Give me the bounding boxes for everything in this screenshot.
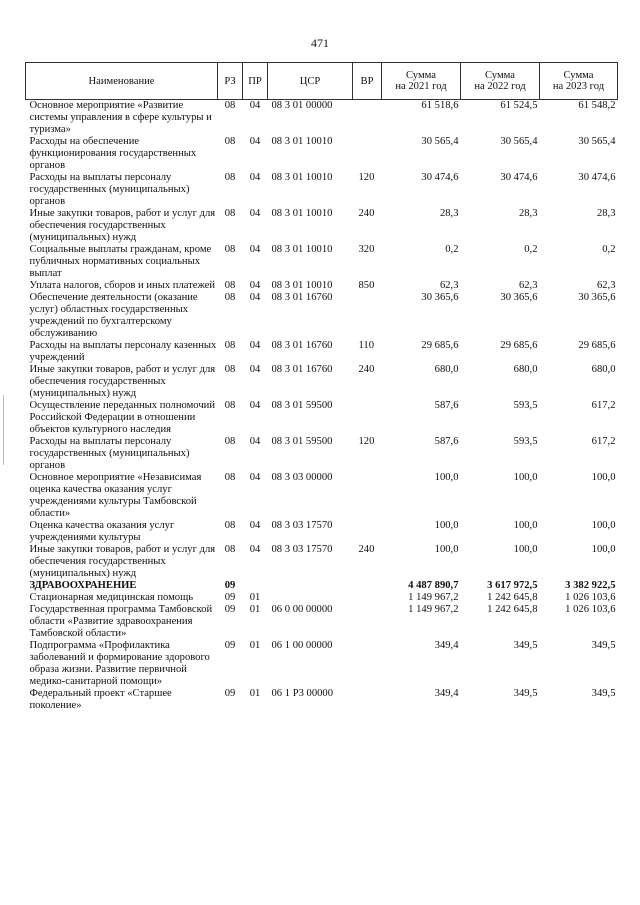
row-vr <box>353 400 382 436</box>
row-vr <box>353 100 382 137</box>
row-sum-2022: 62,3 <box>518 280 538 291</box>
row-rz: 08 <box>224 172 236 183</box>
row-pr: 01 <box>249 640 261 651</box>
row-sum-2023: 100,0 <box>591 520 616 531</box>
row-sum-2022: 100,0 <box>513 520 538 531</box>
row-name: Расходы на выплаты персоналу казенных учреждений <box>29 340 217 363</box>
row-rz: 09 <box>224 604 236 615</box>
row-csr: 08 3 01 10010 <box>271 280 333 291</box>
table-row <box>26 472 618 520</box>
row-rz: 08 <box>224 136 236 147</box>
row-sum-2021: 29 685,6 <box>421 340 459 351</box>
row-sum-2021: 62,3 <box>439 280 459 291</box>
row-rz: 09 <box>224 592 236 603</box>
row-vr: 120 <box>358 436 375 447</box>
row-sum-2022: 1 242 645,8 <box>487 604 538 615</box>
row-rz: 08 <box>224 436 236 447</box>
row-sum-2022: 1 242 645,8 <box>487 592 538 603</box>
row-sum-2021: 587,6 <box>434 436 459 447</box>
row-sum-2022: 29 685,6 <box>500 340 538 351</box>
table-row <box>26 604 618 640</box>
row-sum-2023: 680,0 <box>591 364 616 375</box>
row-rz: 08 <box>224 472 236 483</box>
row-csr <box>268 592 353 604</box>
row-sum-2023: 349,5 <box>591 640 616 651</box>
row-name: Подпрограмма «Профилактика заболеваний и формирование здорового образа жизни. Развитие первичной медико-санитарной помощи» <box>29 640 210 687</box>
row-sum-2022: 30 565,4 <box>500 136 538 147</box>
row-sum-2022: 0,2 <box>524 244 538 255</box>
row-pr: 04 <box>249 520 261 531</box>
row-csr: 06 1 00 00000 <box>271 640 333 651</box>
table-row <box>26 592 618 604</box>
scan-edge-mark <box>3 395 4 465</box>
row-pr: 04 <box>249 208 261 219</box>
row-pr: 01 <box>249 604 261 615</box>
row-pr: 04 <box>249 364 261 375</box>
row-sum-2023: 28,3 <box>596 208 616 219</box>
row-rz: 08 <box>224 100 236 111</box>
row-csr: 08 3 03 00000 <box>271 472 333 483</box>
header-pr: ПР <box>243 63 268 100</box>
row-name: Государственная программа Тамбовской области «Развитие здравоохранения Тамбовской области» <box>29 604 213 639</box>
row-pr: 04 <box>249 400 261 411</box>
table-row <box>26 688 618 712</box>
header-csr: ЦСР <box>268 63 353 100</box>
row-name: Иные закупки товаров, работ и услуг для обеспечения государственных (муниципальных) нужд <box>29 208 216 243</box>
row-pr: 04 <box>249 100 261 111</box>
row-vr: 240 <box>358 208 375 219</box>
table-row <box>26 244 618 280</box>
table-row <box>26 520 618 544</box>
row-vr: 320 <box>358 244 375 255</box>
row-csr: 08 3 03 17570 <box>271 520 333 531</box>
row-pr: 04 <box>249 436 261 447</box>
row-csr <box>268 580 353 592</box>
row-name: Федеральный проект «Старшее поколение» <box>29 688 172 711</box>
row-name: Расходы на обеспечение функционирования государственных органов <box>29 136 197 171</box>
row-vr <box>353 292 382 340</box>
row-rz: 08 <box>224 544 236 555</box>
table-row <box>26 544 618 580</box>
row-sum-2022: 30 365,6 <box>500 292 538 303</box>
header-rz: РЗ <box>218 63 243 100</box>
header-name: Наименование <box>26 63 218 100</box>
row-sum-2023: 30 474,6 <box>578 172 616 183</box>
header-sum-2023: Сумма на 2023 год <box>540 63 618 100</box>
row-name: Оценка качества оказания услуг учреждениями культуры <box>29 520 175 543</box>
row-sum-2021: 0,2 <box>445 244 459 255</box>
header-vr: ВР <box>353 63 382 100</box>
row-rz: 08 <box>224 340 236 351</box>
row-sum-2023: 29 685,6 <box>578 340 616 351</box>
row-sum-2021: 349,4 <box>434 640 459 651</box>
row-vr <box>353 136 382 172</box>
row-name: Социальные выплаты гражданам, кроме публичных нормативных социальных выплат <box>29 244 212 279</box>
table-row <box>26 400 618 436</box>
page-number: 471 <box>311 36 329 50</box>
row-sum-2022: 680,0 <box>513 364 538 375</box>
table-row <box>26 172 618 208</box>
row-rz: 08 <box>224 208 236 219</box>
row-csr: 08 3 01 59500 <box>271 400 333 411</box>
row-sum-2022: 30 474,6 <box>500 172 538 183</box>
row-sum-2022: 100,0 <box>513 544 538 555</box>
row-vr <box>353 520 382 544</box>
row-vr <box>353 592 382 604</box>
row-rz: 09 <box>224 580 236 591</box>
row-vr: 110 <box>358 340 374 351</box>
row-sum-2021: 100,0 <box>434 544 459 555</box>
table-row <box>26 280 618 292</box>
row-sum-2021: 1 149 967,2 <box>408 604 459 615</box>
row-sum-2023: 3 382 922,5 <box>565 580 616 591</box>
row-sum-2023: 1 026 103,6 <box>565 592 616 603</box>
row-rz: 08 <box>224 400 236 411</box>
row-csr: 08 3 01 00000 <box>271 100 333 111</box>
row-name: Основное мероприятие «Независимая оценка качества оказания услуг учреждениями культуры Тамбовской области» <box>29 472 202 519</box>
row-csr: 08 3 01 16760 <box>271 292 333 303</box>
row-sum-2021: 30 365,6 <box>421 292 459 303</box>
table-row <box>26 580 618 592</box>
row-pr <box>243 580 268 592</box>
row-csr: 08 3 01 16760 <box>271 364 333 375</box>
row-sum-2021: 100,0 <box>434 520 459 531</box>
row-rz: 08 <box>224 292 236 303</box>
table-row <box>26 100 618 137</box>
row-rz: 09 <box>224 688 236 699</box>
row-sum-2021: 4 487 890,7 <box>408 580 459 591</box>
row-vr: 120 <box>358 172 375 183</box>
row-sum-2023: 349,5 <box>591 688 616 699</box>
row-sum-2022: 100,0 <box>513 472 538 483</box>
row-sum-2021: 30 474,6 <box>421 172 459 183</box>
row-csr: 08 3 01 10010 <box>271 136 333 147</box>
header-sum-2021: Сумма на 2021 год <box>382 63 461 100</box>
row-pr: 01 <box>249 592 261 603</box>
row-name: ЗДРАВООХРАНЕНИЕ <box>29 580 137 591</box>
row-name: Обеспечение деятельности (оказание услуг) областных государственных учреждений по бухгалтерскому обслуживанию <box>29 292 198 339</box>
row-sum-2023: 100,0 <box>591 544 616 555</box>
row-sum-2021: 1 149 967,2 <box>408 592 459 603</box>
row-sum-2021: 28,3 <box>439 208 459 219</box>
row-csr: 08 3 01 16760 <box>271 340 333 351</box>
row-vr <box>353 640 382 688</box>
row-sum-2023: 617,2 <box>591 436 616 447</box>
row-pr: 04 <box>249 544 261 555</box>
table-row <box>26 364 618 400</box>
row-sum-2021: 30 565,4 <box>421 136 459 147</box>
row-rz: 08 <box>224 520 236 531</box>
row-sum-2023: 0,2 <box>602 244 616 255</box>
row-sum-2023: 100,0 <box>591 472 616 483</box>
row-name: Основное мероприятие «Развитие системы управления в сфере культуры и туризма» <box>29 100 212 135</box>
row-csr: 06 1 Р3 00000 <box>271 688 334 699</box>
table-header-row <box>26 63 618 100</box>
row-pr: 04 <box>249 244 261 255</box>
row-pr: 04 <box>249 172 261 183</box>
row-name: Стационарная медицинская помощь <box>29 592 194 603</box>
row-rz: 09 <box>224 640 236 651</box>
row-sum-2021: 680,0 <box>434 364 459 375</box>
row-sum-2022: 593,5 <box>513 436 538 447</box>
row-sum-2022: 61 524,5 <box>500 100 538 111</box>
row-sum-2022: 28,3 <box>518 208 538 219</box>
row-vr: 240 <box>358 364 375 375</box>
row-pr: 04 <box>249 136 261 147</box>
row-vr: 850 <box>358 280 375 291</box>
row-pr: 04 <box>249 340 261 351</box>
row-pr: 04 <box>249 292 261 303</box>
row-sum-2021: 349,4 <box>434 688 459 699</box>
row-vr <box>353 604 382 640</box>
row-sum-2022: 3 617 972,5 <box>487 580 538 591</box>
row-name: Уплата налогов, сборов и иных платежей <box>29 280 216 291</box>
row-sum-2023: 1 026 103,6 <box>565 604 616 615</box>
table-body <box>26 100 618 713</box>
table-row <box>26 640 618 688</box>
row-name: Осуществление переданных полномочий Российской Федерации в отношении объектов культурного наследия <box>29 400 215 435</box>
table-row <box>26 292 618 340</box>
row-csr: 08 3 03 17570 <box>271 544 333 555</box>
row-csr: 08 3 01 10010 <box>271 208 333 219</box>
table-row <box>26 340 618 364</box>
row-csr: 08 3 01 10010 <box>271 172 333 183</box>
row-pr: 04 <box>249 280 261 291</box>
row-sum-2022: 593,5 <box>513 400 538 411</box>
table-row <box>26 136 618 172</box>
row-pr: 04 <box>249 472 261 483</box>
row-csr: 08 3 01 59500 <box>271 436 333 447</box>
row-vr: 240 <box>358 544 375 555</box>
row-sum-2021: 587,6 <box>434 400 459 411</box>
row-sum-2021: 100,0 <box>434 472 459 483</box>
row-rz: 08 <box>224 364 236 375</box>
row-sum-2023: 61 548,2 <box>578 100 616 111</box>
row-vr <box>353 688 382 712</box>
row-sum-2022: 349,5 <box>513 688 538 699</box>
row-name: Расходы на выплаты персоналу государственных (муниципальных) органов <box>29 436 190 471</box>
row-name: Иные закупки товаров, работ и услуг для обеспечения государственных (муниципальных) нужд <box>29 544 216 579</box>
budget-table <box>25 62 618 712</box>
row-vr <box>353 472 382 520</box>
row-name: Расходы на выплаты персоналу государственных (муниципальных) органов <box>29 172 190 207</box>
row-sum-2022: 349,5 <box>513 640 538 651</box>
row-sum-2023: 62,3 <box>596 280 616 291</box>
row-rz: 08 <box>224 280 236 291</box>
row-rz: 08 <box>224 244 236 255</box>
row-csr: 06 0 00 00000 <box>271 604 333 615</box>
header-sum-2022: Сумма на 2022 год <box>461 63 540 100</box>
row-sum-2023: 30 565,4 <box>578 136 616 147</box>
table-row <box>26 208 618 244</box>
row-pr: 01 <box>249 688 261 699</box>
row-csr: 08 3 01 10010 <box>271 244 333 255</box>
row-sum-2021: 61 518,6 <box>421 100 459 111</box>
row-name: Иные закупки товаров, работ и услуг для обеспечения государственных (муниципальных) нужд <box>29 364 216 399</box>
row-sum-2023: 617,2 <box>591 400 616 411</box>
row-vr <box>353 580 382 592</box>
table-row <box>26 436 618 472</box>
row-sum-2023: 30 365,6 <box>578 292 616 303</box>
